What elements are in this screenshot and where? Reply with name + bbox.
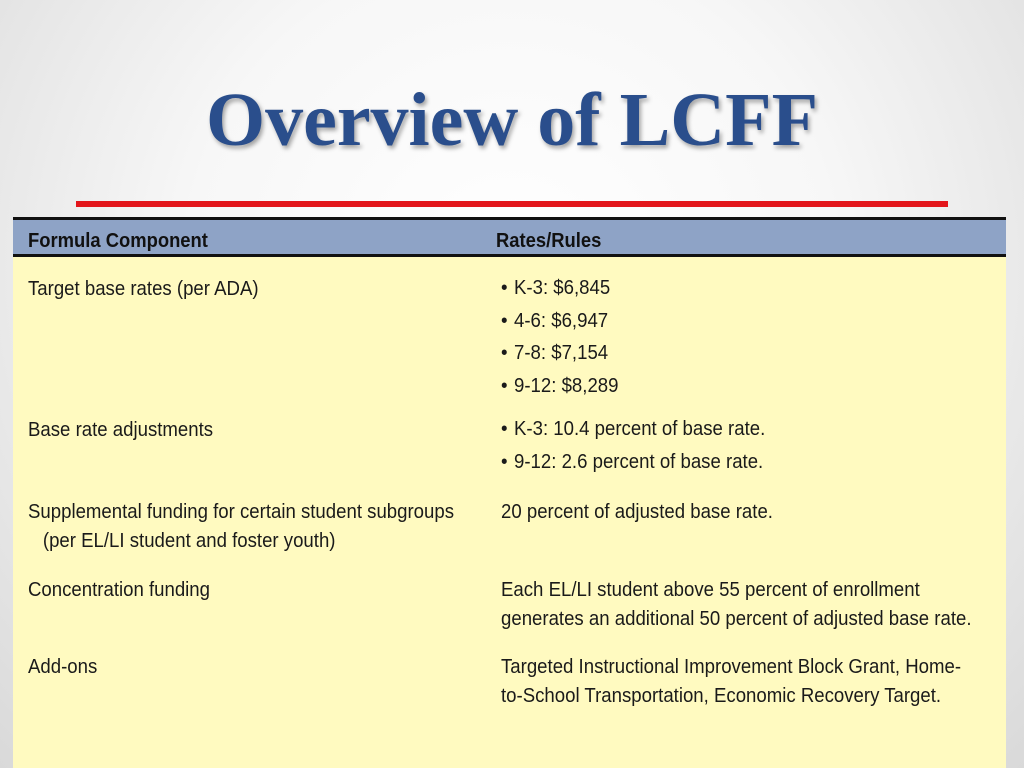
- row-component: Base rate adjustments: [28, 419, 214, 441]
- bullet-item: • K-3: 10.4 percent of base rate.: [501, 418, 766, 440]
- row-component: Target base rates (per ADA): [28, 278, 259, 300]
- title-divider: [76, 201, 948, 207]
- row-rules: 20 percent of adjusted base rate.: [501, 501, 773, 523]
- bullet-item: • K-3: $6,845: [501, 277, 611, 299]
- row-rules: [501, 413, 966, 478]
- row-rules: [501, 272, 966, 402]
- row-rules: Targeted Instructional Improvement Block Grant, Home- to-School Transportation, Economic Recovery Target.: [501, 656, 962, 707]
- bullet-item: • 7-8: $7,154: [501, 342, 609, 364]
- bullet-item: • 9-12: 2.6 percent of base rate.: [501, 450, 764, 473]
- row-rules: Each EL/LI student above 55 percent of enrollment generates an additional 50 percent of adjusted base rate.: [501, 579, 972, 630]
- lcff-table: [13, 217, 1006, 768]
- header-rates-rules: Rates/Rules: [496, 230, 602, 252]
- bullet-item: • 4-6: $6,947: [501, 309, 609, 332]
- header-formula-component: Formula Component: [28, 230, 208, 252]
- bullet-item: • 9-12: $8,289: [501, 374, 619, 397]
- table-header: [13, 217, 1006, 257]
- row-component: Concentration funding: [28, 579, 211, 601]
- row-component: Add-ons: [28, 656, 98, 678]
- slide-title: Overview of LCFF: [205, 78, 819, 162]
- row-component: Supplemental funding for certain student subgroups (per EL/LI student and foster youth): [28, 501, 455, 552]
